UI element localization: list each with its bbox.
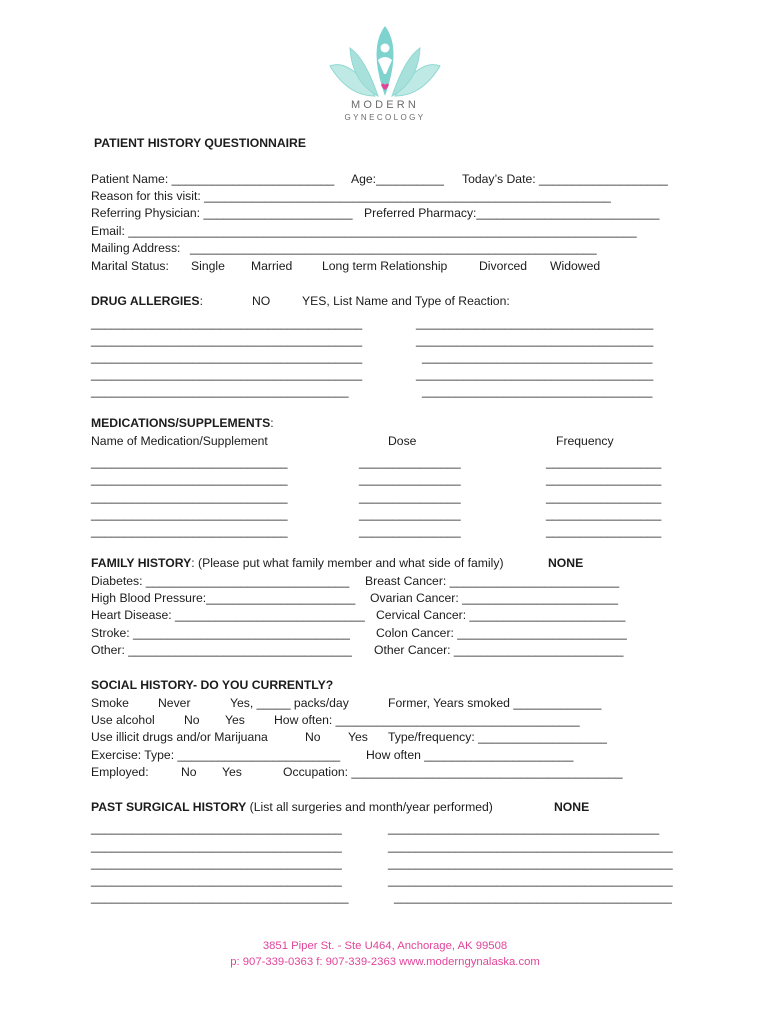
frequency-column: Frequency <box>556 434 614 448</box>
surgery-line[interactable]: _____________________________________ <box>91 821 342 835</box>
surgery-line[interactable]: ______________________________________ <box>91 890 349 904</box>
surgery-line[interactable]: _____________________________________ <box>91 856 342 870</box>
patient-name-field[interactable]: Patient Name: ________________________ <box>91 172 335 186</box>
alcohol-no-option[interactable]: No <box>184 713 200 727</box>
drugs-no-option[interactable]: No <box>305 730 321 744</box>
allergies-no-option[interactable]: NO <box>252 294 271 308</box>
referring-physician-field[interactable]: Referring Physician: ______________________ <box>91 206 353 220</box>
medication-dose-line[interactable]: _______________ <box>359 507 461 521</box>
exercise-type-field[interactable]: Exercise: Type: ________________________ <box>91 748 341 762</box>
surgical-history-heading <box>91 800 493 814</box>
medication-frequency-line[interactable]: _________________ <box>546 472 662 486</box>
alcohol-how-often-field[interactable]: How often: ____________________________________ <box>274 713 580 727</box>
medications-colon: : <box>270 416 274 430</box>
mailing-address-field[interactable]: ____________________________________________________________ <box>190 241 597 255</box>
brand-subname: GYNECOLOGY <box>344 113 426 122</box>
surgery-line[interactable]: __________________________________________ <box>388 873 673 887</box>
medication-name-column: Name of Medication/Supplement <box>91 434 268 448</box>
marital-option-married[interactable]: Married <box>251 259 293 273</box>
drugs-label: Use illicit drugs and/or Marijuana <box>91 730 268 744</box>
email-field[interactable]: Email: ___________________________________________________________________________ <box>91 224 637 238</box>
alcohol-yes-option[interactable]: Yes <box>225 713 245 727</box>
family-history-note: : (Please put what family member and what side of family) <box>191 556 504 570</box>
lotus-logo-icon <box>320 18 450 128</box>
high-blood-pressure-field[interactable]: High Blood Pressure:______________________ <box>91 591 356 605</box>
surgical-history-note: (List all surgeries and month/year performed) <box>246 800 493 814</box>
smoke-yes-field[interactable]: Yes, _____ packs/day <box>230 696 349 710</box>
surgery-line[interactable]: _____________________________________ <box>91 839 342 853</box>
occupation-field[interactable]: Occupation: ________________________________________ <box>283 765 623 779</box>
drugs-yes-option[interactable]: Yes <box>348 730 368 744</box>
breast-cancer-field[interactable]: Breast Cancer: _________________________ <box>365 574 620 588</box>
page-title: PATIENT HISTORY QUESTIONNAIRE <box>94 136 306 150</box>
stroke-field[interactable]: Stroke: ________________________________ <box>91 626 350 640</box>
social-history-heading: SOCIAL HISTORY- DO YOU CURRENTLY? <box>91 678 334 692</box>
medication-name-line[interactable]: _____________________________ <box>91 490 288 504</box>
employed-label: Employed: <box>91 765 149 779</box>
family-history-title: FAMILY HISTORY <box>91 556 192 570</box>
surgical-history-none-option[interactable]: NONE <box>554 800 590 814</box>
medication-frequency-line[interactable]: _________________ <box>546 524 662 538</box>
employed-no-option[interactable]: No <box>181 765 197 779</box>
medications-title: MEDICATIONS/SUPPLEMENTS <box>91 416 271 430</box>
drug-allergies-title: DRUG ALLERGIES <box>91 294 200 308</box>
marital-status-label: Marital Status: <box>91 259 169 273</box>
medication-frequency-line[interactable]: _________________ <box>546 455 662 469</box>
allergy-line[interactable]: ___________________________________ <box>416 367 654 381</box>
dose-column: Dose <box>388 434 417 448</box>
footer-contact: p: 907-339-0363 f: 907-339-2363 www.moderngynalaska.com <box>230 956 540 968</box>
medication-name-line[interactable]: _____________________________ <box>91 455 288 469</box>
medication-frequency-line[interactable]: _________________ <box>546 490 662 504</box>
drugs-type-frequency-field[interactable]: Type/frequency: ___________________ <box>388 730 607 744</box>
medication-name-line[interactable]: _____________________________ <box>91 507 288 521</box>
cervical-cancer-field[interactable]: Cervical Cancer: _______________________ <box>376 608 626 622</box>
preferred-pharmacy-field[interactable]: Preferred Pharmacy:___________________________ <box>364 206 660 220</box>
allergy-line[interactable]: __________________________________ <box>422 384 653 398</box>
medication-dose-line[interactable]: _______________ <box>359 524 461 538</box>
allergy-line[interactable]: ______________________________________ <box>91 384 349 398</box>
marital-option-single[interactable]: Single <box>191 259 225 273</box>
surgery-line[interactable]: _________________________________________ <box>394 890 672 904</box>
smoke-label: Smoke <box>91 696 129 710</box>
medication-dose-line[interactable]: _______________ <box>359 490 461 504</box>
colon-cancer-field[interactable]: Colon Cancer: _________________________ <box>376 626 627 640</box>
allergy-line[interactable]: ___________________________________ <box>416 333 654 347</box>
medications-heading <box>91 416 274 430</box>
medication-name-line[interactable]: _____________________________ <box>91 524 288 538</box>
alcohol-label: Use alcohol <box>91 713 155 727</box>
surgery-line[interactable]: ________________________________________ <box>388 821 660 835</box>
family-history-heading <box>91 556 504 570</box>
allergy-line[interactable]: ________________________________________ <box>91 316 363 330</box>
medication-dose-line[interactable]: _______________ <box>359 455 461 469</box>
marital-option-divorced[interactable]: Divorced <box>479 259 528 273</box>
other-cancer-field[interactable]: Other Cancer: _________________________ <box>374 643 624 657</box>
allergy-line[interactable]: __________________________________ <box>422 350 653 364</box>
surgery-line[interactable]: _____________________________________ <box>91 873 342 887</box>
allergy-line[interactable]: ________________________________________ <box>91 350 363 364</box>
smoke-never-option[interactable]: Never <box>158 696 191 710</box>
drug-allergies-heading <box>91 294 203 308</box>
allergies-yes-option[interactable]: YES, List Name and Type of Reaction: <box>302 294 510 308</box>
brand-name: MODERN <box>350 99 420 111</box>
medication-frequency-line[interactable]: _________________ <box>546 507 662 521</box>
family-history-none-option[interactable]: NONE <box>548 556 584 570</box>
footer-address: 3851 Piper St. - Ste U464, Anchorage, AK 99508 <box>262 940 508 952</box>
heart-disease-field[interactable]: Heart Disease: ____________________________ <box>91 608 365 622</box>
smoke-former-field[interactable]: Former, Years smoked _____________ <box>388 696 602 710</box>
diabetes-field[interactable]: Diabetes: ______________________________ <box>91 574 350 588</box>
allergy-line[interactable]: ________________________________________ <box>91 367 363 381</box>
surgery-line[interactable]: __________________________________________ <box>388 856 673 870</box>
medication-name-line[interactable]: _____________________________ <box>91 472 288 486</box>
other-family-field[interactable]: Other: _________________________________ <box>91 643 352 657</box>
age-field[interactable]: Age:__________ <box>351 172 444 186</box>
employed-yes-option[interactable]: Yes <box>222 765 242 779</box>
medication-dose-line[interactable]: _______________ <box>359 472 461 486</box>
todays-date-field[interactable]: Today’s Date: ___________________ <box>462 172 668 186</box>
marital-option-long-term[interactable]: Long term Relationship <box>322 259 448 273</box>
allergy-line[interactable]: ________________________________________ <box>91 333 363 347</box>
ovarian-cancer-field[interactable]: Ovarian Cancer: _______________________ <box>370 591 619 605</box>
allergy-line[interactable]: ___________________________________ <box>416 316 654 330</box>
drug-allergies-colon: : <box>199 294 203 308</box>
surgery-line[interactable]: __________________________________________ <box>388 839 673 853</box>
exercise-how-often-field[interactable]: How often ______________________ <box>366 748 574 762</box>
surgical-history-title: PAST SURGICAL HISTORY <box>91 800 247 814</box>
mailing-address-label: Mailing Address: <box>91 241 181 255</box>
reason-for-visit-field[interactable]: Reason for this visit: ____________________________________________________________ <box>91 189 611 203</box>
marital-option-widowed[interactable]: Widowed <box>550 259 601 273</box>
